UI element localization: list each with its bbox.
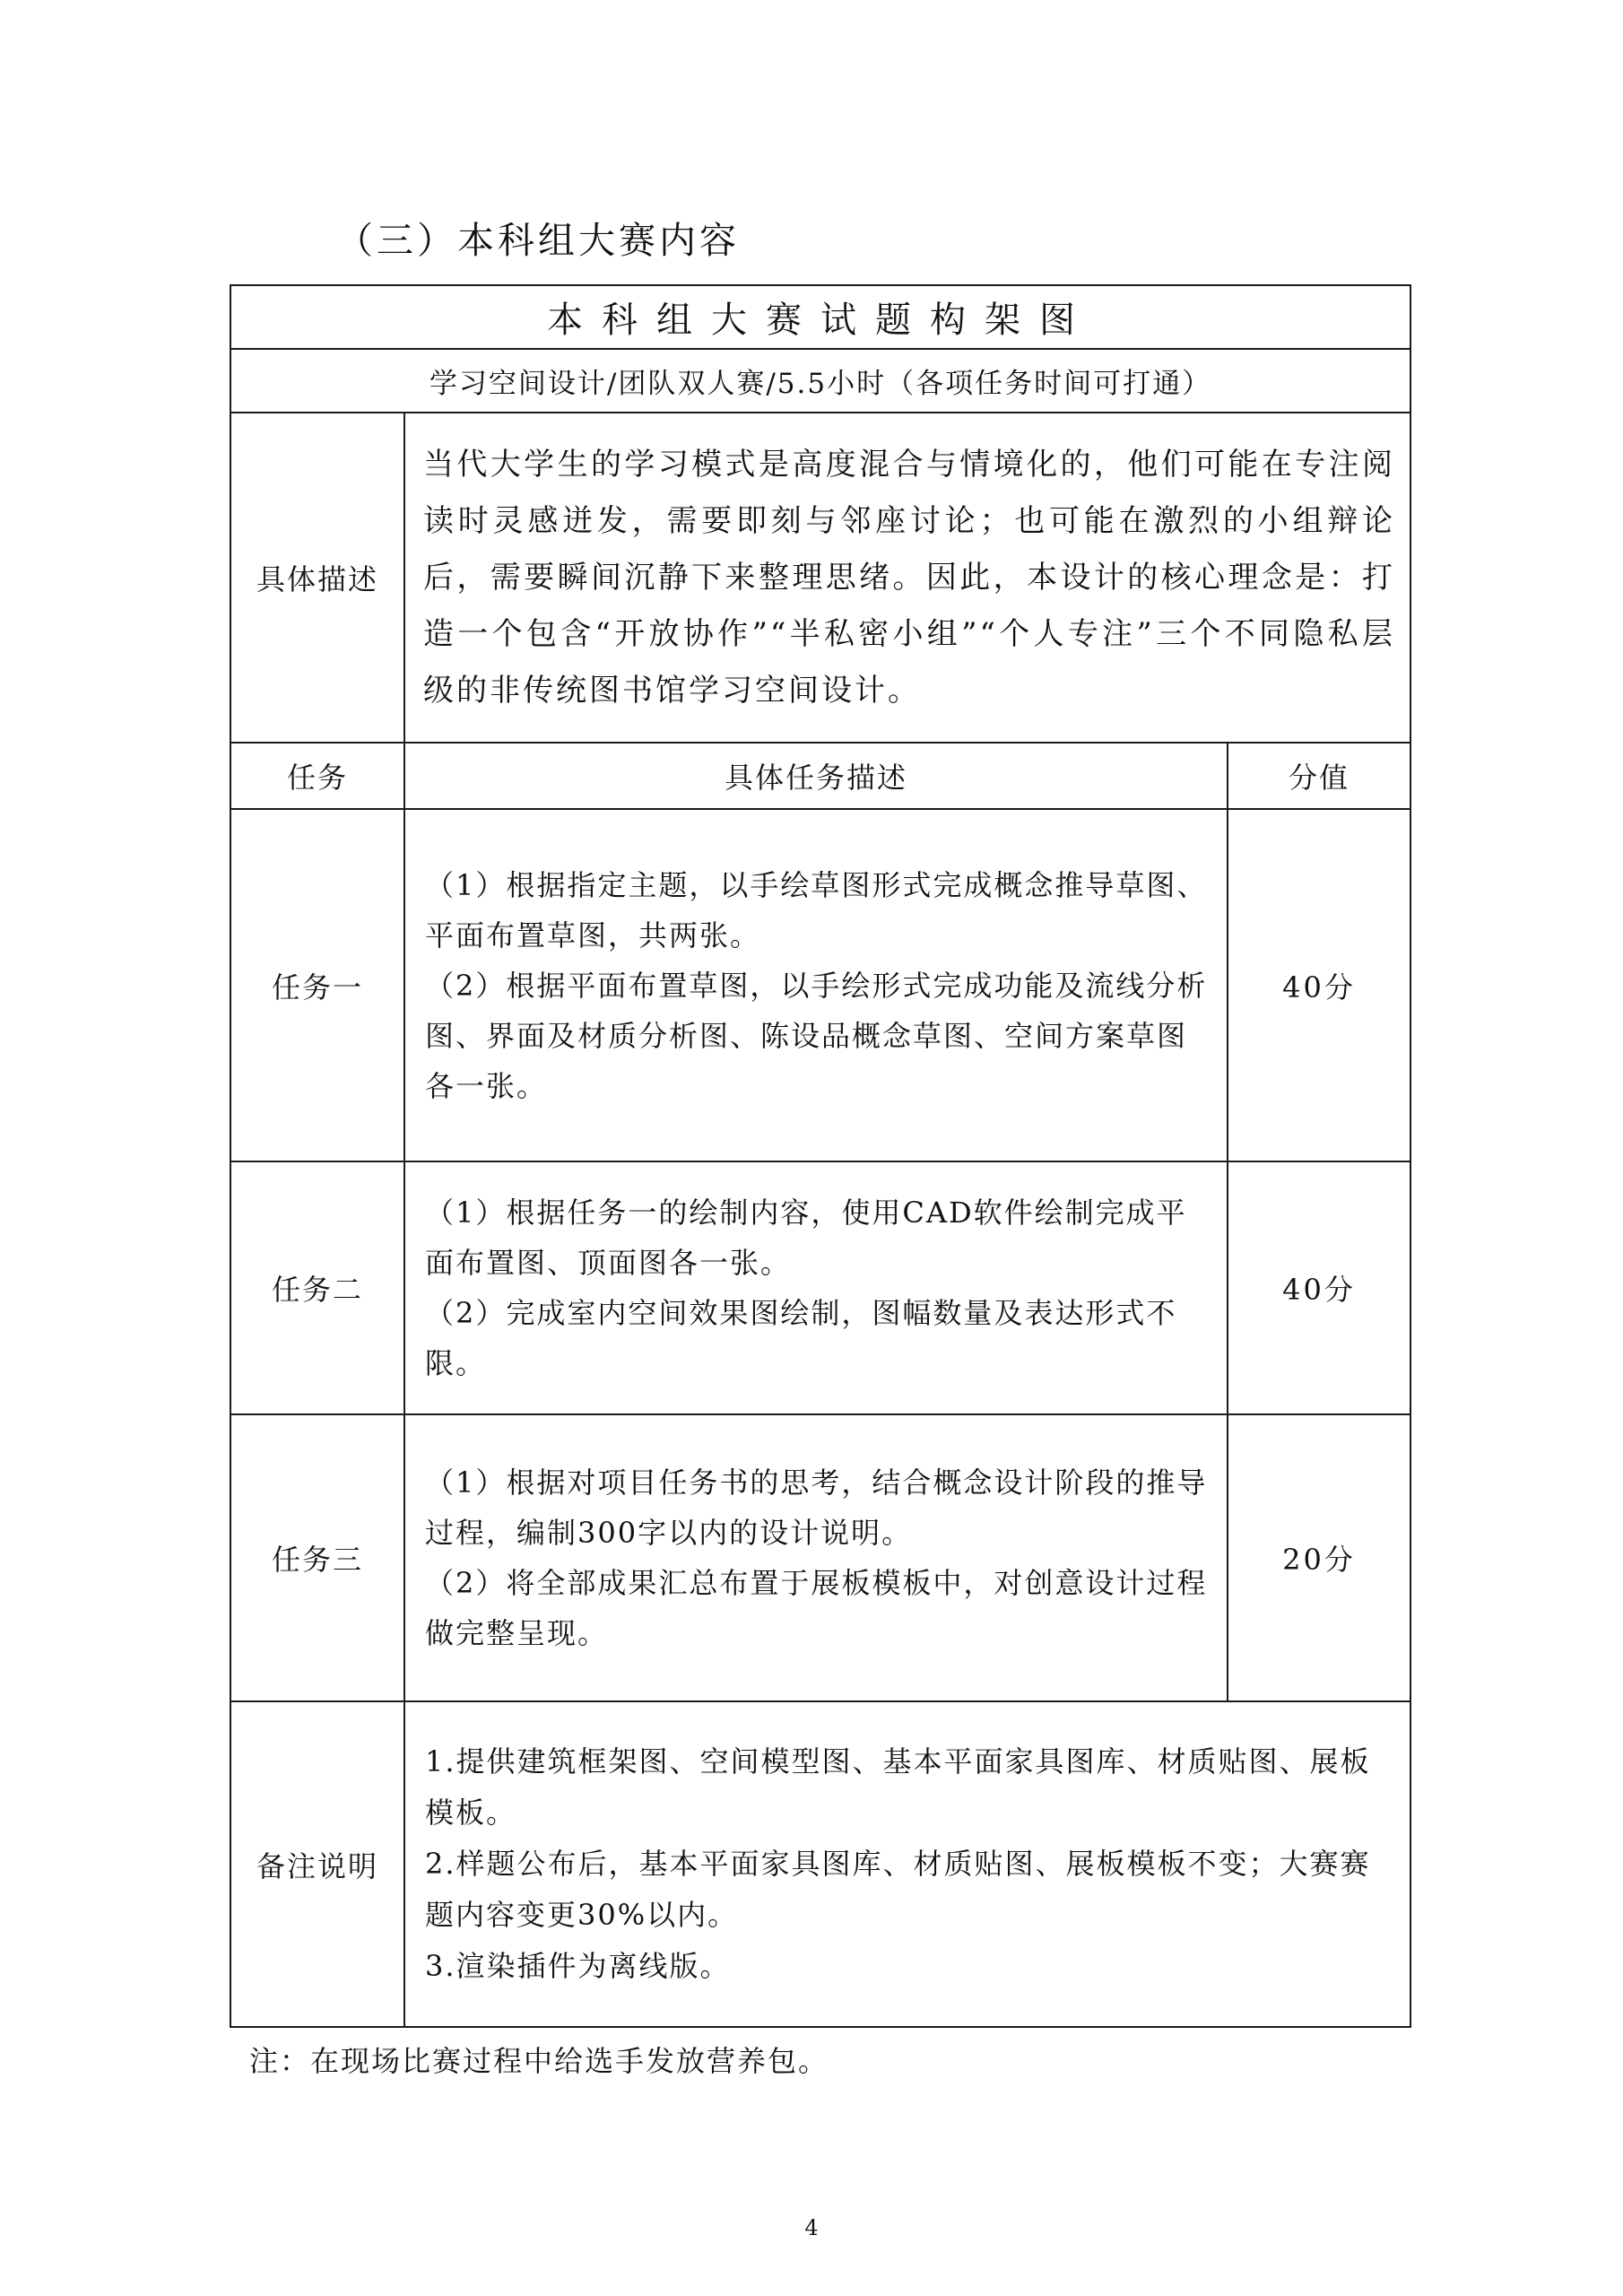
notes-row [230, 1701, 1410, 2027]
task-name: 任务三 [230, 1414, 404, 1701]
task-item: （2）完成室内空间效果图绘制，图幅数量及表达形式不限。 [425, 1296, 1177, 1380]
task-description-cell [404, 1414, 1228, 1701]
header-score: 分值 [1228, 743, 1410, 809]
competition-format: 学习空间设计/团队双人赛/5.5小时（各项任务时间可打通） [230, 349, 1410, 413]
task-name: 任务二 [230, 1161, 404, 1414]
task-score: 40分 [1228, 809, 1410, 1161]
task-item: （1）根据对项目任务书的思考，结合概念设计阶段的推导过程，编制300字以内的设计说明。 [425, 1465, 1208, 1550]
note-item: 3.渲染插件为离线版。 [425, 1949, 731, 1983]
task-row [230, 1414, 1410, 1701]
description-cell [404, 413, 1410, 743]
task-row [230, 1161, 1410, 1414]
description-text: 当代大学生的学习模式是高度混合与情境化的，他们可能在专注阅读时灵感迸发，需要即刻与邻座讨论；也可能在激烈的小组辩论后，需要瞬间沉静下来整理思绪。因此，本设计的核心理念是：打造一个包含“开放协作”“半私密小组”“个人专注”三个不同隐私层级的非传统图书馆学习空间设计。 [423, 446, 1395, 709]
task-row [230, 809, 1410, 1161]
note-item: 1.提供建筑框架图、空间模型图、基本平面家具图库、材质贴图、展板模板。 [425, 1744, 1371, 1830]
description-row [230, 413, 1410, 743]
notes-label: 备注说明 [230, 1701, 404, 2027]
task-name: 任务一 [230, 809, 404, 1161]
header-task-description: 具体任务描述 [404, 743, 1228, 809]
note-item: 2.样题公布后，基本平面家具图库、材质贴图、展板模板不变；大赛赛题内容变更30%以内。 [425, 1847, 1371, 1932]
task-item: （2）根据平面布置草图，以手绘形式完成功能及流线分析图、界面及材质分析图、陈设品概念草图、空间方案草图各一张。 [425, 968, 1208, 1103]
table-title: 本科组大赛试题构架图 [230, 285, 1410, 349]
description-label: 具体描述 [230, 413, 404, 743]
format-row [230, 349, 1410, 413]
task-item: （1）根据指定主题，以手绘草图形式完成概念推导草图、平面布置草图，共两张。 [425, 867, 1208, 952]
footnote: 注：在现场比赛过程中给选手发放营养包。 [249, 2044, 829, 2078]
task-description-cell [404, 809, 1228, 1161]
task-score: 20分 [1228, 1414, 1410, 1701]
competition-framework-table [230, 284, 1411, 2028]
task-item: （2）将全部成果汇总布置于展板模板中，对创意设计过程做完整呈现。 [425, 1566, 1208, 1650]
notes-cell [404, 1701, 1410, 2027]
task-item: （1）根据任务一的绘制内容，使用CAD软件绘制完成平面布置图、顶面图各一张。 [425, 1196, 1187, 1280]
section-heading: （三）本科组大赛内容 [336, 219, 740, 262]
task-description-cell [404, 1161, 1228, 1414]
table-header-row [230, 743, 1410, 809]
table-title-row [230, 285, 1410, 349]
task-score: 40分 [1228, 1161, 1410, 1414]
header-task: 任务 [230, 743, 404, 809]
page-number: 4 [804, 2215, 819, 2240]
